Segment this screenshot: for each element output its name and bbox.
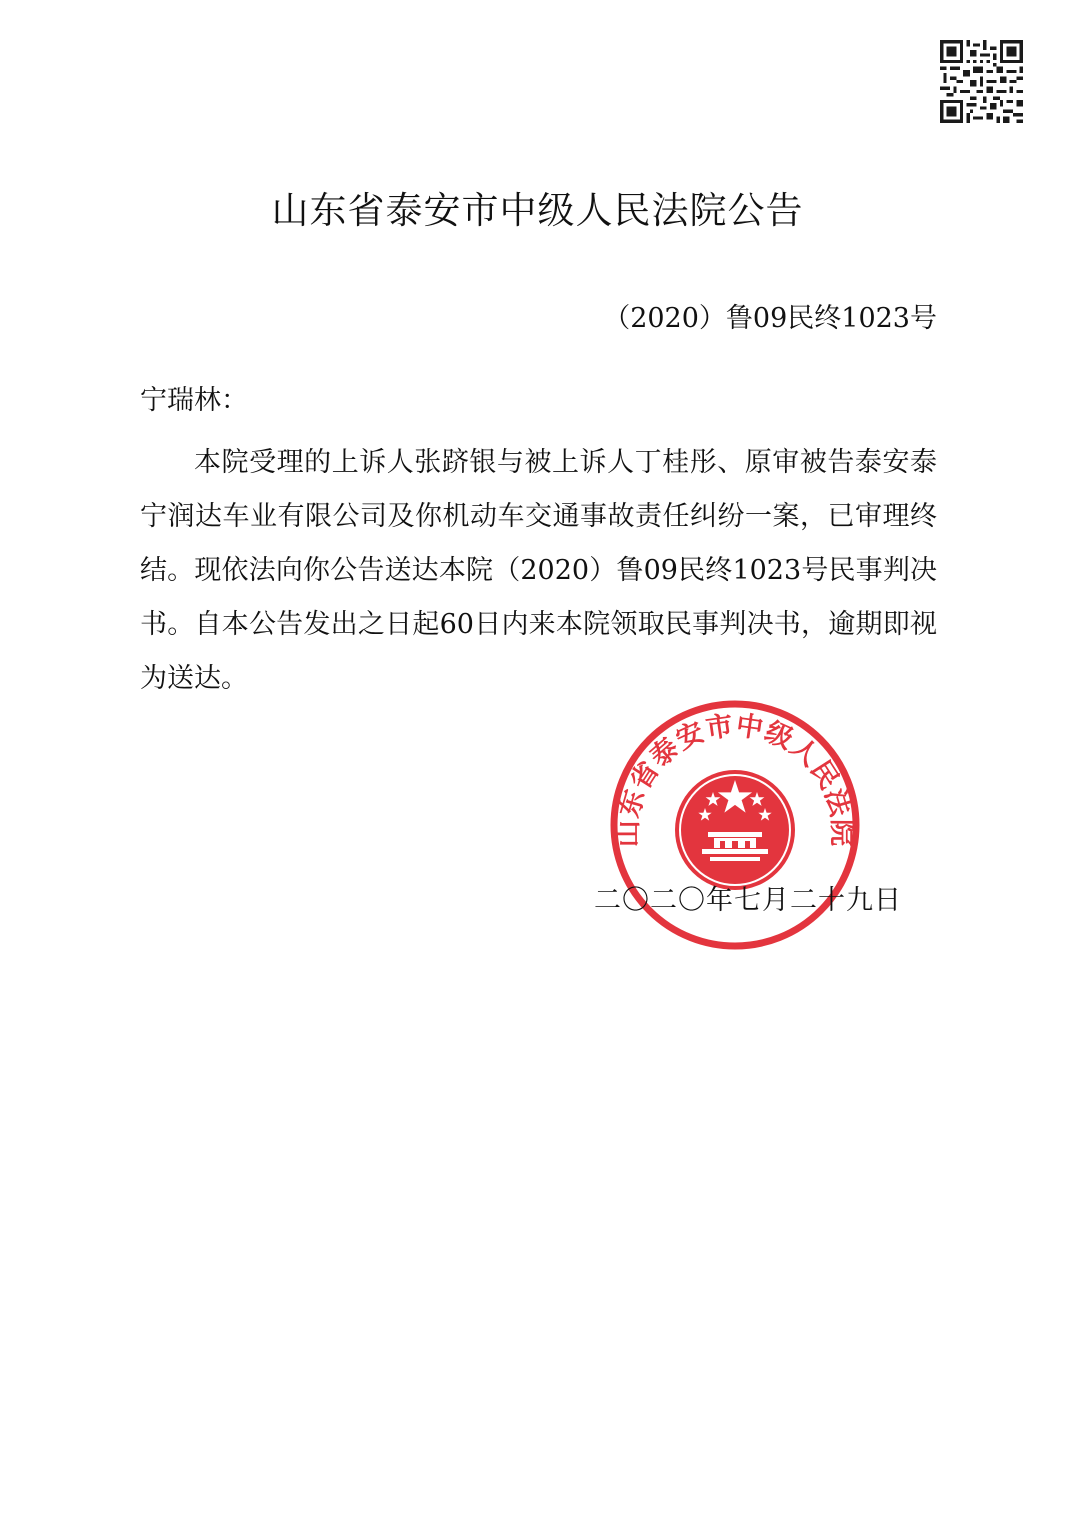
- addressee: 宁瑞林：: [140, 385, 248, 416]
- notice-body: 本院受理的上诉人张跻银与被上诉人丁桂彤、原审被告泰安泰宁润达车业有限公司及你机动车交通事故责任纠纷一案，已审理终结。现依法向你公告送达本院（2020）鲁09民终1023号民事判决书。自本公告发出之日起60日内来本院领取民事判决书，逾期即视为送达。: [140, 447, 937, 694]
- seal-text: 山东省泰安市中级人民法院: [612, 710, 858, 848]
- page-title: 山东省泰安市中级人民法院公告: [271, 189, 804, 232]
- issue-date: 二〇二〇年七月二十九日: [594, 885, 902, 916]
- case-number: （2020）鲁09民终1023号: [603, 303, 937, 334]
- national-emblem: [675, 770, 795, 890]
- qr-code: [940, 40, 1023, 123]
